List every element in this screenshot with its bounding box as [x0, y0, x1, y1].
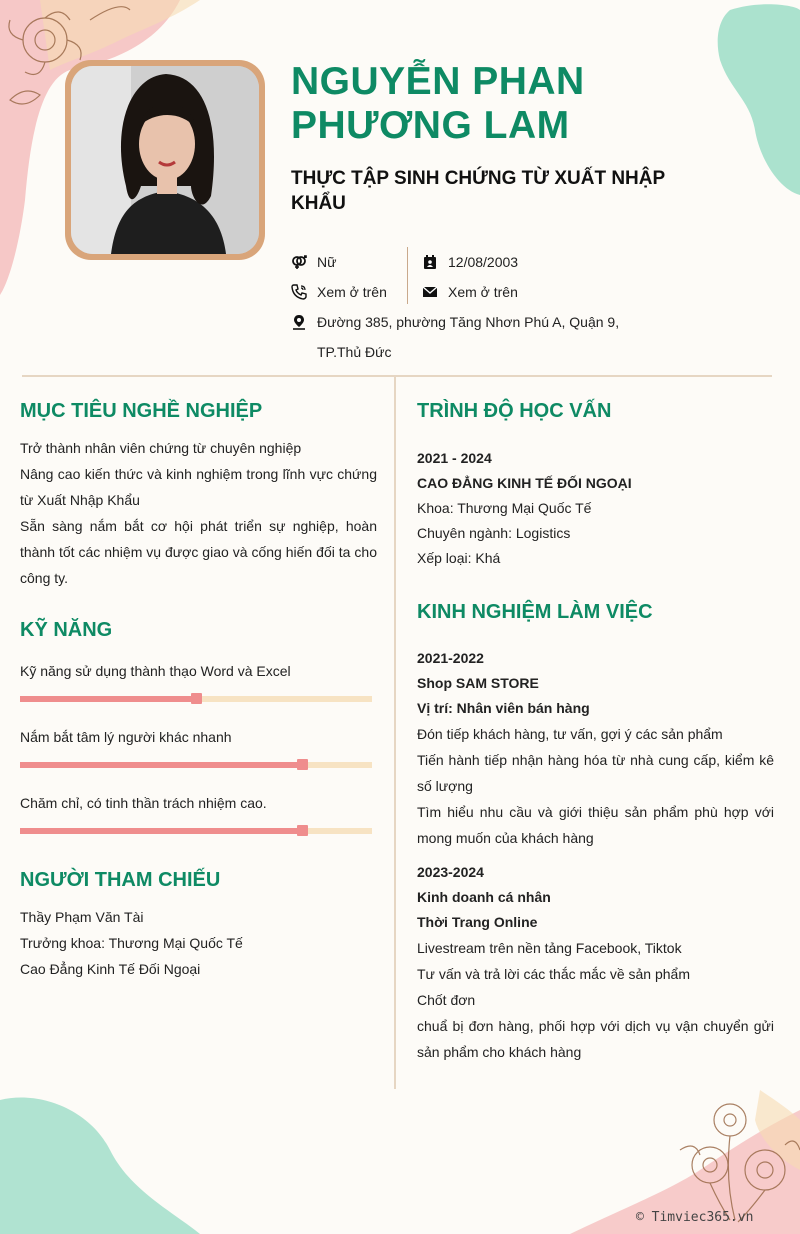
job-task: Livestream trên nền tảng Facebook, Tiktok — [417, 940, 682, 956]
objective-line: Trở thành nhân viên chứng từ chuyên nghiệp — [20, 440, 302, 456]
skill-bar — [20, 762, 372, 768]
watercolor-top-right — [700, 0, 800, 200]
contact-divider — [407, 247, 408, 304]
job-task: Tư vấn và trả lời các thắc mắc về sản phẩm — [417, 966, 690, 982]
job-task: Chốt đơn — [417, 992, 476, 1008]
skills-title: KỸ NĂNG — [20, 619, 113, 641]
name-line-2: PHƯƠNG LAM — [291, 104, 570, 147]
skill-label: Kỹ năng sử dụng thành thạo Word và Excel — [20, 663, 291, 679]
gender-value: Nữ — [317, 254, 337, 270]
address-value: Đường 385, phường Tăng Nhơn Phú A, Quận 9, TP.Thủ Đức — [317, 314, 620, 360]
reference-line: Trưởng khoa: Thương Mại Quốc Tế — [20, 935, 243, 951]
objective-line: Sẵn sàng nắm bắt cơ hội phát triển sự nghiệp, hoàn thành tốt các nhiệm vụ được giao và cống hiến đối ta cho công ty. — [20, 518, 377, 586]
education-school: CAO ĐẲNG KINH TẾ ĐỐI NGOẠI — [417, 475, 632, 491]
email-value: Xem ở trên — [448, 284, 518, 300]
calendar-icon — [422, 254, 438, 270]
header-divider — [22, 375, 772, 377]
objective-title: MỤC TIÊU NGHỀ NGHIỆP — [20, 400, 263, 422]
job-title: THỰC TẬP SINH CHỨNG TỪ XUẤT NHẬP KHẨU — [291, 168, 665, 214]
skill-bar — [20, 828, 372, 834]
job-company: Kinh doanh cá nhân — [417, 889, 551, 905]
watercolor-bottom-left — [0, 1090, 230, 1234]
footer-credit: © Timviec365.vn — [636, 1210, 754, 1225]
job-task: Đón tiếp khách hàng, tư vấn, gợi ý các sản phẩm — [417, 726, 723, 742]
education-detail: Chuyên ngành: Logistics — [417, 525, 571, 541]
birthdate-row — [422, 254, 518, 270]
gender-icon — [291, 254, 307, 270]
birthdate-value: 12/08/2003 — [448, 254, 519, 270]
reference-line: Cao Đẳng Kinh Tế Đối Ngoại — [20, 961, 201, 977]
skill-bar — [20, 696, 372, 702]
skill-label: Nắm bắt tâm lý người khác nhanh — [20, 729, 232, 745]
skill-bar-knob — [297, 825, 308, 836]
experience-title: KINH NGHIỆM LÀM VIỆC — [417, 601, 653, 623]
job-task: Tiến hành tiếp nhận hàng hóa từ nhà cung cấp, kiểm kê số lượng — [417, 752, 774, 794]
phone-icon — [291, 284, 307, 300]
experience-job-1 — [417, 646, 774, 851]
skill-label: Chăm chỉ, có tinh thần trách nhiệm cao. — [20, 795, 267, 811]
job-task: chuẩ bị đơn hàng, phối hợp với dịch vụ vận chuyển gửi sản phẩm cho khách hàng — [417, 1018, 774, 1060]
job-role: Vị trí: Nhân viên bán hàng — [417, 700, 590, 716]
references-title: NGƯỜI THAM CHIẾU — [20, 869, 221, 891]
email-row — [422, 284, 518, 300]
full-name — [291, 60, 711, 148]
education-detail: Khoa: Thương Mại Quốc Tế — [417, 500, 592, 516]
objective-text — [20, 435, 377, 591]
avatar-frame — [65, 60, 265, 260]
map-pin-icon — [291, 314, 307, 330]
address-row — [291, 307, 661, 367]
education-period: 2021 - 2024 — [417, 450, 492, 466]
job-task: Tìm hiểu nhu cầu và giới thiệu sản phẩm phù hợp với mong muốn của khách hàng — [417, 804, 774, 846]
phone-row — [291, 284, 387, 300]
job-period: 2023-2024 — [417, 864, 484, 880]
gender-row — [291, 254, 336, 270]
objective-line: Nâng cao kiến thức và kinh nghiệm trong lĩnh vực chứng từ Xuất Nhập Khẩu — [20, 466, 377, 508]
avatar — [71, 66, 259, 254]
skill-bar-fill — [20, 696, 196, 702]
job-company: Shop SAM STORE — [417, 675, 539, 691]
name-line-1: NGUYỄN PHAN — [291, 60, 585, 103]
envelope-icon — [422, 284, 438, 300]
skill-bar-fill — [20, 828, 302, 834]
skill-bar-knob — [191, 693, 202, 704]
experience-job-2 — [417, 860, 774, 1065]
skill-bar-fill — [20, 762, 302, 768]
education-block — [417, 446, 774, 571]
phone-value: Xem ở trên — [317, 284, 387, 300]
references-text — [20, 904, 377, 982]
job-period: 2021-2022 — [417, 650, 484, 666]
skill-bar-knob — [297, 759, 308, 770]
education-title: TRÌNH ĐỘ HỌC VẤN — [417, 400, 612, 422]
job-role: Thời Trang Online — [417, 914, 538, 930]
reference-line: Thầy Phạm Văn Tài — [20, 909, 144, 925]
education-detail: Xếp loại: Khá — [417, 550, 501, 566]
column-divider — [394, 377, 396, 1089]
